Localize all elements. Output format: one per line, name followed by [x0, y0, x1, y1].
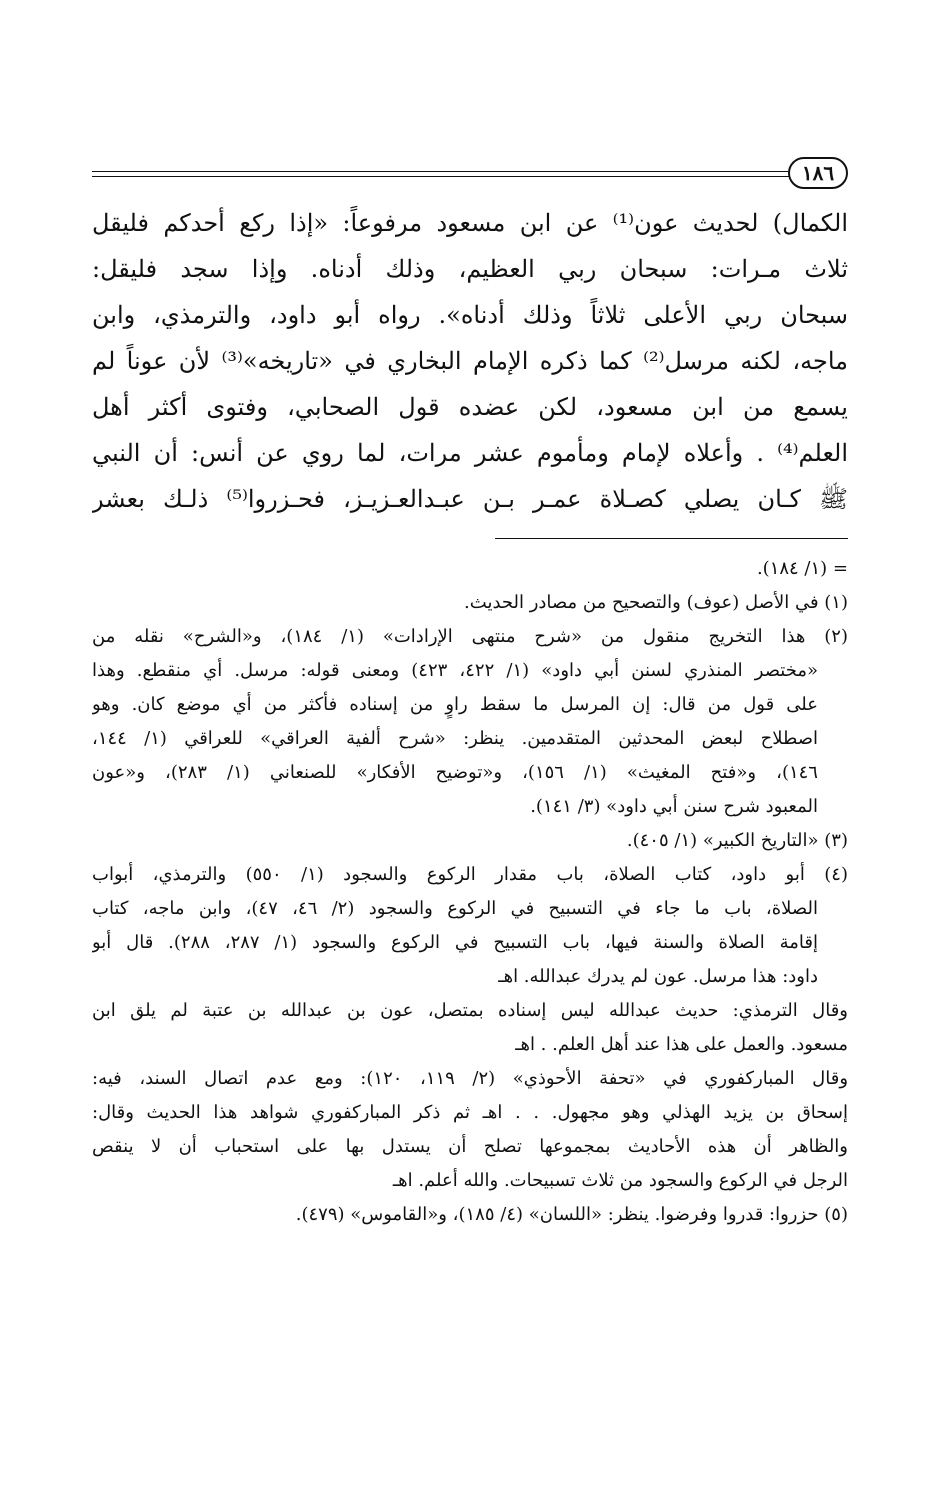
main-line: سبحان ربي الأعلى ثلاثاً وذلك أدناه». رواه أبو داود، والترمذي، وابن	[92, 301, 848, 329]
footnote-separator	[495, 538, 848, 539]
header-rule	[92, 171, 794, 177]
footnote-line: المعبود شرح سنن أبي داود» (٣/ ١٤١).	[530, 796, 818, 817]
footnote-line: على قول من قال: إن المرسل ما سقط راوٍ من إسناده فأكثر من أي موضع كان. وهو	[92, 694, 818, 715]
footnote-line: وقال المباركفوري في «تحفة الأحوذي» (٢/ ١١٩، ١٢٠): ومع عدم اتصال السند، فيه:	[92, 1068, 848, 1089]
main-line: الكمال) لحديث عون⁽¹⁾ عن ابن مسعود مرفوعاً: «إذا ركع أحدكم فليقل	[92, 209, 848, 237]
footnote-4-tirmidhi	[92, 994, 848, 1062]
footnote-line: ١٤٦)، و«فتح المغيث» (١/ ١٥٦)، و«توضيح الأفكار» للصنعاني (١/ ٢٨٣)، و«عون	[92, 762, 818, 783]
main-text	[92, 200, 848, 522]
page-header	[92, 155, 848, 191]
footnote-2	[92, 620, 848, 824]
page-number: ١٨٦	[788, 157, 848, 189]
main-line: ﷺ كـان يصلي كصـلاة عمـر بـن عبـدالعـزيـز، فحـزروا⁽⁵⁾ ذلـك بعشر	[92, 485, 848, 513]
footnote-continuation	[92, 552, 848, 586]
footnote-4	[92, 858, 848, 994]
footnote-4-mubarakfuri	[92, 1062, 848, 1198]
footnote-5	[92, 1198, 848, 1232]
footnote-line: (٤) أبو داود، كتاب الصلاة، باب مقدار الركوع والسجود (١/ ٥٥٠) والترمذي، أبواب	[92, 864, 848, 885]
footnote-line: = (١/ ١٨٤).	[756, 558, 848, 579]
footnote-line: (١) في الأصل (عوف) والتصحيح من مصادر الحديث.	[464, 592, 848, 613]
main-line: ثلاث مـرات: سبحان ربي العظيم، وذلك أدناه. وإذا سجد فليقل:	[92, 255, 848, 283]
footnote-line: (٢) هذا التخريج منقول من «شرح منتهى الإرادات» (١/ ١٨٤)، و«الشرح» نقله من	[92, 626, 848, 647]
footnote-line: داود: هذا مرسل. عون لم يدرك عبدالله. اهـ	[498, 966, 818, 987]
footnote-1	[92, 586, 848, 620]
footnote-line: الرجل في الركوع والسجود من ثلاث تسبيحات. والله أعلم. اهـ	[392, 1170, 848, 1191]
footnote-line: مسعود. والعمل على هذا عند أهل العلم. . اهـ	[515, 1034, 848, 1055]
footnote-line: والظاهر أن هذه الأحاديث بمجموعها تصلح أن يستدل بها على استحباب أن لا ينقص	[92, 1136, 848, 1157]
footnote-line: «مختصر المنذري لسنن أبي داود» (١/ ٤٢٢، ٤٢٣) ومعنى قوله: مرسل. أي منقطع. وهذا	[92, 660, 819, 681]
footnote-3	[92, 824, 848, 858]
footnote-line: إسحاق بن يزيد الهذلي وهو مجهول. . . اهـ ثم ذكر المباركفوري شواهد هذا الحديث وقال:	[92, 1102, 848, 1123]
main-line: يسمع من ابن مسعود، لكن عضده قول الصحابي، وفتوى أكثر أهل	[92, 393, 848, 421]
footnote-line: إقامة الصلاة والسنة فيها، باب التسبيح في الركوع والسجود (١/ ٢٨٧، ٢٨٨). قال أبو	[92, 932, 819, 953]
footnote-line: (٥) حزروا: قدروا وفرضوا. ينظر: «اللسان» (٤/ ١٨٥)، و«القاموس» (٤٧٩).	[295, 1204, 848, 1225]
footnotes	[92, 552, 848, 1232]
main-line: العلم⁽⁴⁾ . وأعلاه لإمام ومأموم عشر مرات، لما روي عن أنس: أن النبي	[92, 439, 848, 467]
footnote-line: (٣) «التاريخ الكبير» (١/ ٤٠٥).	[626, 830, 848, 851]
main-line: ماجه، لكنه مرسل⁽²⁾ كما ذكره الإمام البخاري في «تاريخه»⁽³⁾ لأن عوناً لم	[92, 347, 848, 375]
footnote-line: اصطلاح لبعض المحدثين المتقدمين. ينظر: «شرح ألفية العراقي» للعراقي (١/ ١٤٤،	[92, 728, 819, 749]
footnote-line: وقال الترمذي: حديث عبدالله ليس إسناده بمتصل، عون بن عبدالله بن عتبة لم يلق ابن	[92, 1000, 848, 1021]
footnote-line: الصلاة، باب ما جاء في التسبيح في الركوع والسجود (٢/ ٤٦، ٤٧)، وابن ماجه، كتاب	[92, 898, 818, 919]
